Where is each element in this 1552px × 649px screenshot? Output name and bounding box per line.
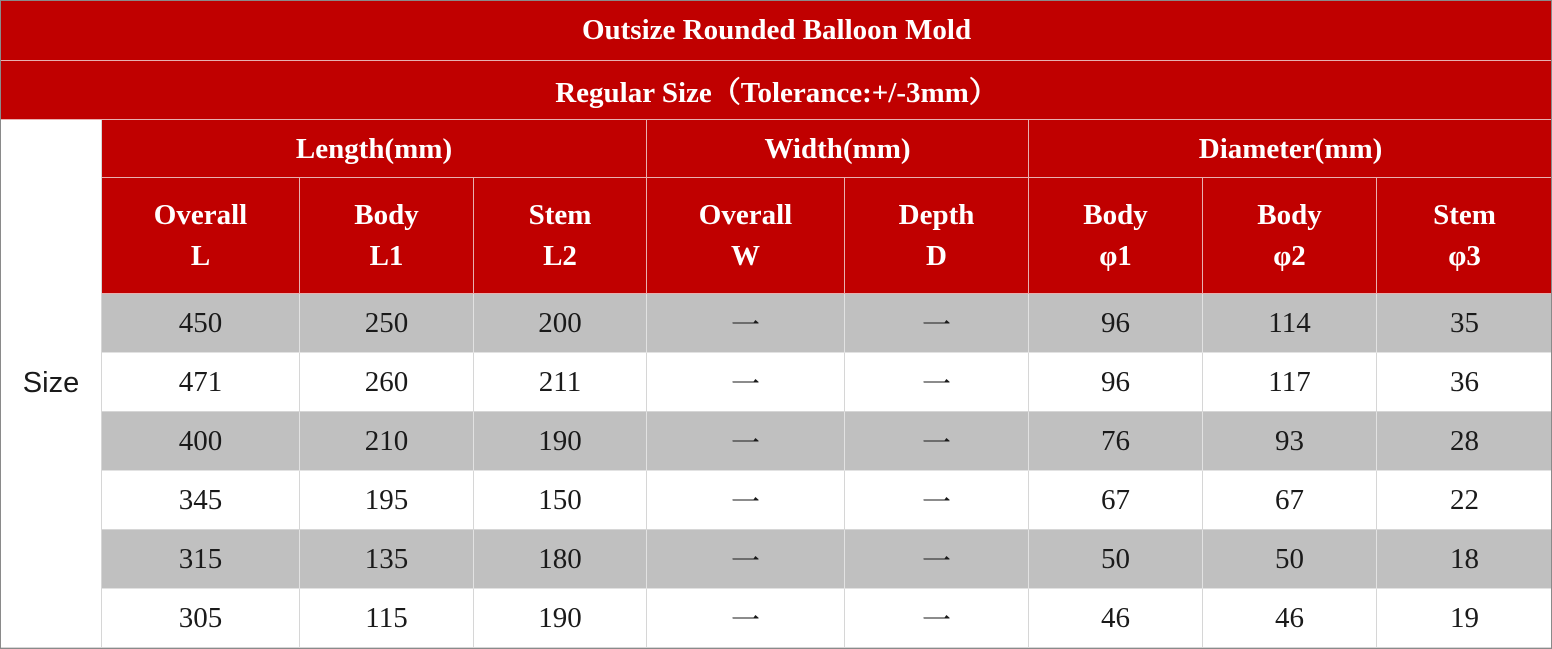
table-row	[1, 412, 1552, 471]
table-cell: 96	[1029, 294, 1203, 353]
table-cell: 46	[1203, 589, 1377, 648]
column-header-symbol: L2	[543, 239, 577, 272]
table-cell: 96	[1029, 353, 1203, 412]
table-cell: 一	[647, 471, 845, 530]
column-header-name: Stem	[528, 198, 592, 231]
table-cell: 114	[1203, 294, 1377, 353]
table-cell: 一	[845, 353, 1029, 412]
table-row	[1, 589, 1552, 648]
table-cell: 36	[1377, 353, 1552, 412]
column-header-name: Body	[1083, 198, 1148, 231]
table-cell: 76	[1029, 412, 1203, 471]
table-cell: 200	[474, 294, 647, 353]
table-cell: 190	[474, 589, 647, 648]
table-cell: 315	[102, 530, 300, 589]
table-cell: 150	[474, 471, 647, 530]
group-header-length: Length(mm)	[102, 120, 647, 178]
subtitle-row	[1, 61, 1552, 120]
table-cell: 28	[1377, 412, 1552, 471]
table-cell: 471	[102, 353, 300, 412]
column-header-name: Overall	[698, 198, 793, 231]
table-row	[1, 294, 1552, 353]
column-header-name: Depth	[898, 198, 975, 231]
table-cell: 一	[647, 589, 845, 648]
column-header-stem-phi3	[1377, 178, 1552, 294]
column-header-overall-w	[647, 178, 845, 294]
group-header-width: Width(mm)	[647, 120, 1029, 178]
column-header-symbol: φ2	[1273, 239, 1306, 272]
column-header-body-phi1	[1029, 178, 1203, 294]
table-cell: 一	[647, 530, 845, 589]
group-header-diameter: Diameter(mm)	[1029, 120, 1552, 178]
table-cell: 22	[1377, 471, 1552, 530]
table-cell: 一	[845, 471, 1029, 530]
column-header-row	[1, 178, 1552, 294]
column-header-symbol: L1	[369, 239, 404, 272]
column-header-symbol: L	[190, 239, 211, 272]
group-header-row	[1, 120, 1552, 178]
column-header-name: Overall	[153, 198, 248, 231]
column-header-body-phi2	[1203, 178, 1377, 294]
column-header-symbol: φ1	[1099, 239, 1132, 272]
size-row-label: Size	[1, 120, 102, 648]
table-cell: 93	[1203, 412, 1377, 471]
table-cell: 19	[1377, 589, 1552, 648]
table-cell: 一	[647, 353, 845, 412]
column-header-stem-l2	[474, 178, 647, 294]
column-header-depth-d	[845, 178, 1029, 294]
table-cell: 一	[647, 412, 845, 471]
table-cell: 195	[300, 471, 474, 530]
table-cell: 190	[474, 412, 647, 471]
table-cell: 一	[845, 589, 1029, 648]
table-cell: 210	[300, 412, 474, 471]
table-cell: 260	[300, 353, 474, 412]
table-cell: 35	[1377, 294, 1552, 353]
table-subtitle: Regular Size（Tolerance:+/-3mm）	[1, 61, 1552, 120]
table-cell: 50	[1029, 530, 1203, 589]
table-row	[1, 530, 1552, 589]
column-header-overall-l	[102, 178, 300, 294]
table-cell: 18	[1377, 530, 1552, 589]
column-header-body-l1	[300, 178, 474, 294]
table-cell: 67	[1203, 471, 1377, 530]
table-cell: 135	[300, 530, 474, 589]
column-header-name: Body	[1257, 198, 1322, 231]
table-cell: 250	[300, 294, 474, 353]
table-cell: 115	[300, 589, 474, 648]
title-row	[1, 1, 1552, 61]
table-cell: 一	[845, 294, 1029, 353]
table-cell: 67	[1029, 471, 1203, 530]
table-cell: 211	[474, 353, 647, 412]
table-cell: 46	[1029, 589, 1203, 648]
column-header-name: Stem	[1433, 198, 1496, 231]
table-cell: 一	[845, 530, 1029, 589]
column-header-symbol: W	[731, 239, 760, 272]
table-cell: 305	[102, 589, 300, 648]
table-cell: 50	[1203, 530, 1377, 589]
table-cell: 400	[102, 412, 300, 471]
table-cell: 一	[647, 294, 845, 353]
table-cell: 345	[102, 471, 300, 530]
column-header-symbol: D	[926, 239, 947, 272]
table-cell: 117	[1203, 353, 1377, 412]
table-cell: 一	[845, 412, 1029, 471]
table-row	[1, 471, 1552, 530]
table-row	[1, 353, 1552, 412]
table-cell: 450	[102, 294, 300, 353]
table-title: Outsize Rounded Balloon Mold	[1, 1, 1552, 61]
table-cell: 180	[474, 530, 647, 589]
column-header-name: Body	[354, 198, 419, 231]
column-header-symbol: φ3	[1448, 239, 1481, 272]
